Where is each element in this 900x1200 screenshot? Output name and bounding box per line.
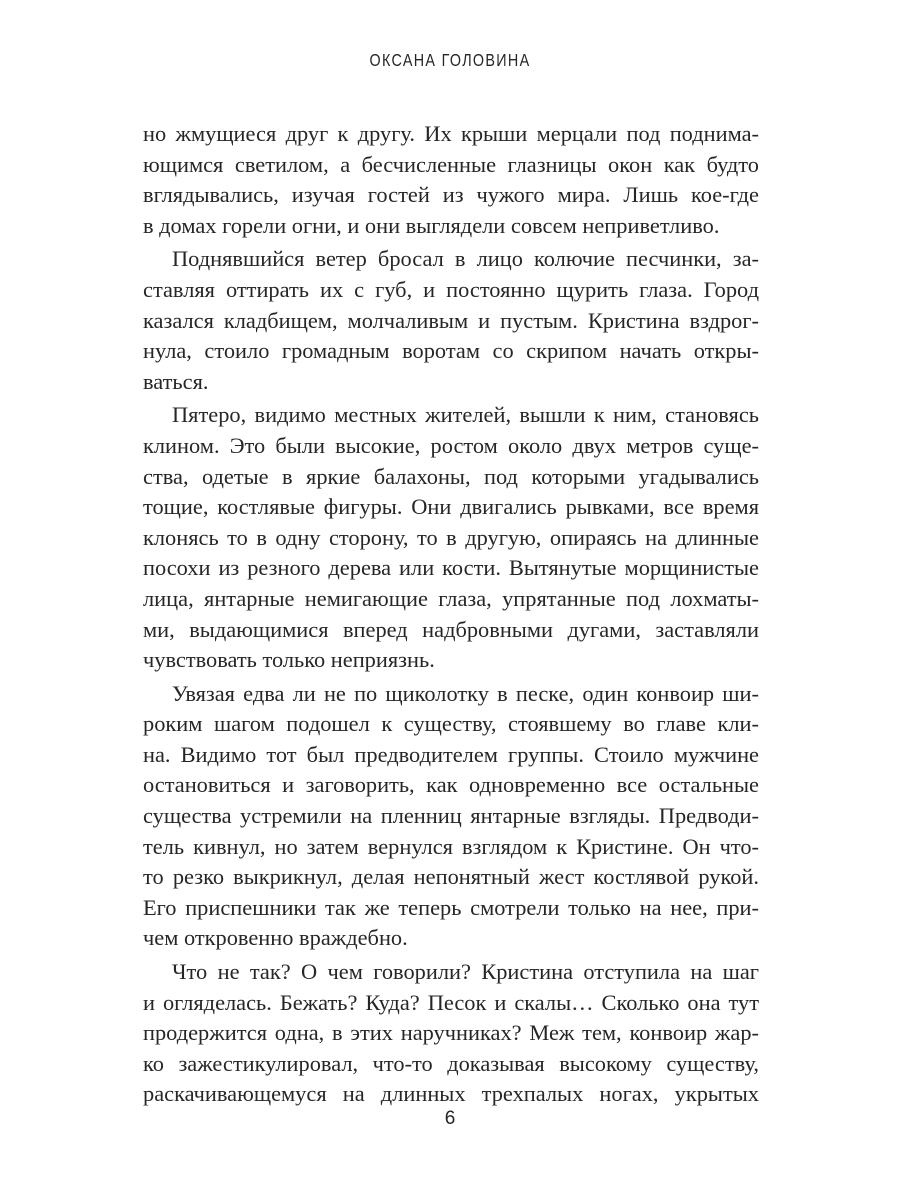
text-line: лица, янтарные немигающие глаза, упрятанные под лохматы-: [143, 585, 759, 611]
paragraph: [143, 244, 759, 397]
text-line: роким шагом подошел к существу, стоявшему во главе кли-: [143, 711, 759, 737]
paragraph: [143, 400, 759, 675]
text-line: остановиться и заговорить, как одновременно все остальные: [143, 772, 759, 798]
text-line: продержится одна, в этих наручниках? Меж тем, конвоир жар-: [143, 1020, 759, 1046]
text-line: чем откровенно враждебно.: [143, 925, 408, 951]
paragraph: [143, 957, 759, 1110]
text-line: ко зажестикулировал, что-то доказывая высокому существу,: [143, 1050, 759, 1076]
text-line: клином. Это были высокие, ростом около двух метров суще-: [143, 432, 759, 458]
text-line: клонясь то в одну сторону, то в другую, опираясь на длинные: [143, 524, 759, 550]
text-line: в домах горели огни, и они выглядели совсем неприветливо.: [143, 212, 720, 238]
text-line: то резко выкрикнул, делая непонятный жест костлявой рукой.: [143, 864, 759, 890]
text-line: Поднявшийся ветер бросал в лицо колючие песчинки, за-: [172, 246, 759, 272]
paragraph: [143, 119, 759, 241]
text-line: нула, стоило громадным воротам со скрипом начать откры-: [143, 338, 759, 364]
text-line: казался кладбищем, молчаливым и пустым. Кристина вздрог-: [143, 307, 759, 333]
text-line: ваться.: [143, 368, 209, 394]
text-line: но жмущиеся друг к другу. Их крыши мерцали под поднима-: [143, 121, 759, 146]
text-line: ства, одетые в яркие балахоны, под которыми угадывались: [143, 463, 759, 489]
text-line: Его приспешники так же теперь смотрели только на нее, при-: [143, 894, 759, 920]
text-line: ми, выдающимися вперед надбровными дугами, заставляли: [143, 616, 759, 642]
text-line: Что не так? О чем говорили? Кристина отступила на шаг: [172, 959, 759, 985]
text-line: и огляделась. Бежать? Куда? Песок и скалы… Сколько она тут: [143, 989, 759, 1015]
text-line: тощие, костлявые фигуры. Они двигались рывками, все время: [143, 494, 759, 520]
text-line: посохи из резного дерева или кости. Вытянутые морщинистые: [143, 555, 759, 581]
text-line: Пятеро, видимо местных жителей, вышли к ним, становясь: [172, 402, 759, 428]
text-line: тель кивнул, но затем вернулся взглядом к Кристине. Он что-: [143, 833, 759, 859]
text-line: ющимся светилом, а бесчисленные глазницы окон как будто: [143, 151, 759, 177]
text-line: чувствовать только неприязнь.: [143, 647, 435, 673]
text-line: вглядывались, изучая гостей из чужого мира. Лишь кое-где: [143, 182, 759, 208]
running-title: ОКСАНА ГОЛОВИНА: [369, 50, 531, 70]
page-body: [143, 119, 759, 1110]
text-line: Увязая едва ли не по щиколотку в песке, один конвоир ши-: [172, 680, 759, 706]
page-number: 6: [444, 1108, 456, 1129]
paragraph: [143, 679, 759, 954]
text-line: ставляя оттирать их с губ, и постоянно щурить глаза. Город: [143, 276, 759, 302]
text-line: на. Видимо тот был предводителем группы. Стоило мужчине: [143, 741, 759, 767]
text-line: раскачивающемуся на длинных трехпалых ногах, укрытых: [143, 1081, 759, 1107]
text-line: существа устремили на пленниц янтарные взгляды. Предводи-: [143, 803, 759, 829]
